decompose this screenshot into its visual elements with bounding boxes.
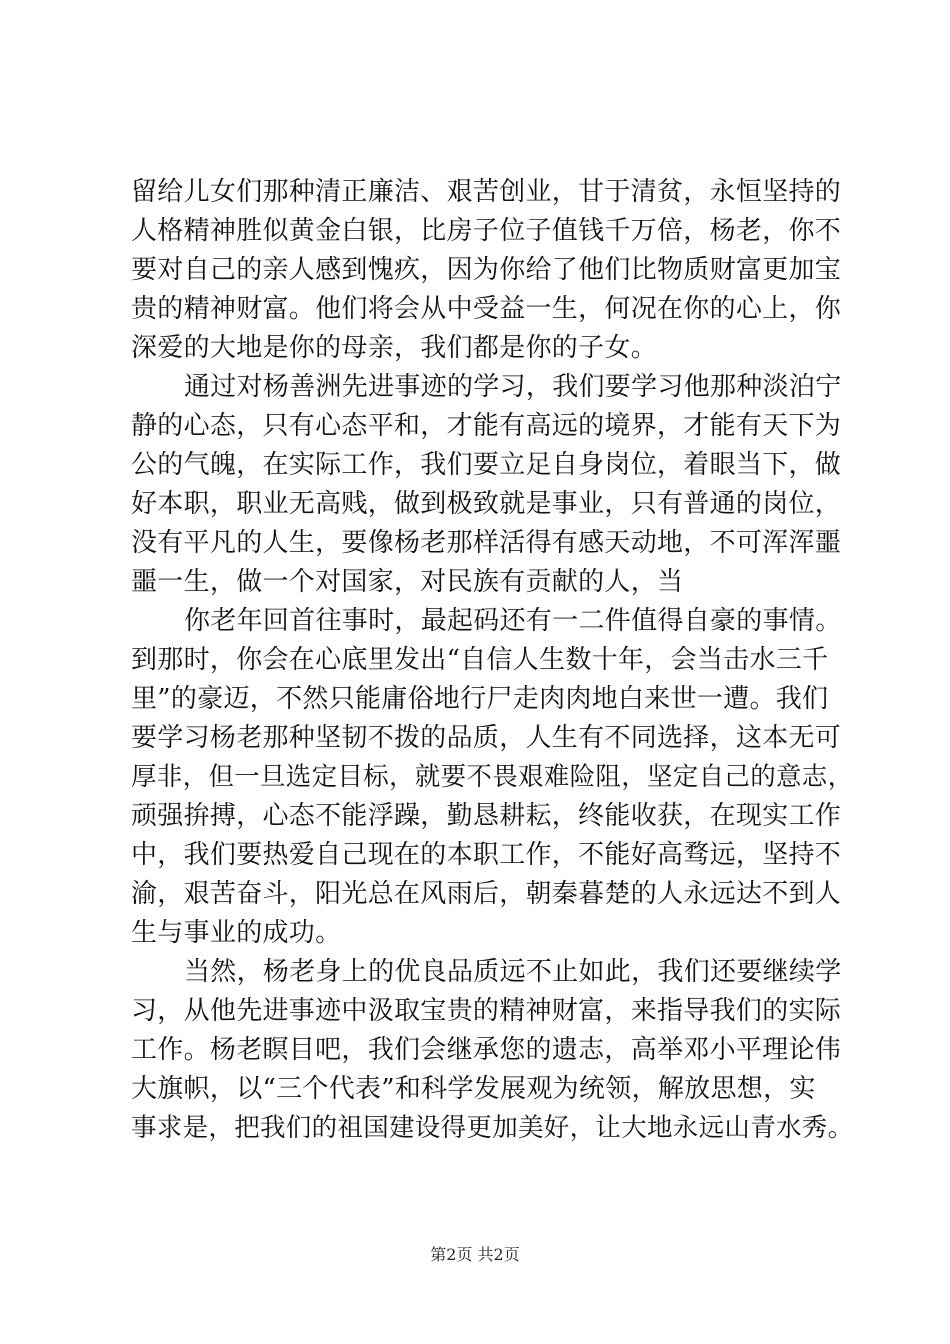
text-line: 大旗帜，以“三个代表”和科学发展观为统领，解放思想，实 (131, 1074, 816, 1104)
text-line: 厚非，但一旦选定目标，就要不畏艰难险阻，坚定自己的意志， (131, 762, 854, 792)
text-line: 工作。杨老瞑目吧，我们会继承您的遗志，高举邓小平理论伟 (131, 1035, 842, 1065)
text-line: 好本职，职业无高贱，做到极致就是事业，只有普通的岗位， (131, 489, 842, 519)
text-line: 要对自己的亲人感到愧疚，因为你给了他们比物质财富更加宝 (131, 255, 842, 285)
text-line: 没有平凡的人生，要像杨老那样活得有感天动地，不可浑浑噩 (131, 528, 842, 558)
text-line: 顽强拚搏，心态不能浮躁，勤恳耕耘，终能收获，在现实工作 (131, 801, 842, 831)
text-line: 到那时，你会在心底里发出“自信人生数十年，会当击水三千 (131, 645, 829, 675)
page-number-label: 第2页 共2页 (430, 1245, 520, 1264)
paragraph-start-line: 通过对杨善洲先进事迹的学习，我们要学习他那种淡泊宁 (184, 372, 842, 402)
text-line: 习，从他先进事迹中汲取宝贵的精神财富，来指导我们的实际 (131, 996, 842, 1026)
text-line: 噩一生，做一个对国家，对民族有贡献的人，当 (131, 567, 684, 597)
text-line: 里”的豪迈，不然只能庸俗地行尸走肉肉地白来世一遭。我们 (131, 684, 829, 714)
text-line: 公的气魄，在实际工作，我们要立足自身岗位，着眼当下，做 (131, 450, 842, 480)
text-line: 渝，艰苦奋斗，阳光总在风雨后，朝秦暮楚的人永远达不到人 (131, 879, 842, 909)
text-line: 静的心态，只有心态平和，才能有高远的境界，才能有天下为 (131, 411, 842, 441)
text-line: 深爱的大地是你的母亲，我们都是你的子女。 (131, 333, 658, 363)
document-body (131, 173, 853, 1148)
paragraph-start-line: 当然，杨老身上的优良品质远不止如此，我们还要继续学 (184, 957, 842, 987)
text-line: 生与事业的成功。 (131, 918, 342, 948)
page-footer (0, 1244, 950, 1266)
text-line: 人格精神胜似黄金白银，比房子位子值钱千万倍，杨老，你不 (131, 216, 842, 246)
text-line: 要学习杨老那种坚韧不拨的品质，人生有不同选择，这本无可 (131, 723, 842, 753)
text-line: 事求是，把我们的祖国建设得更加美好，让大地永远山青水秀。 (131, 1113, 854, 1143)
text-line: 贵的精神财富。他们将会从中受益一生，何况在你的心上，你 (131, 294, 842, 324)
paragraph-start-line: 你老年回首往事时，最起码还有一二件值得自豪的事情。 (184, 606, 842, 636)
text-line: 中，我们要热爱自己现在的本职工作，不能好高骛远，坚持不 (131, 840, 842, 870)
text-line: 留给儿女们那种清正廉洁、艰苦创业，甘于清贫，永恒坚持的 (131, 177, 842, 207)
